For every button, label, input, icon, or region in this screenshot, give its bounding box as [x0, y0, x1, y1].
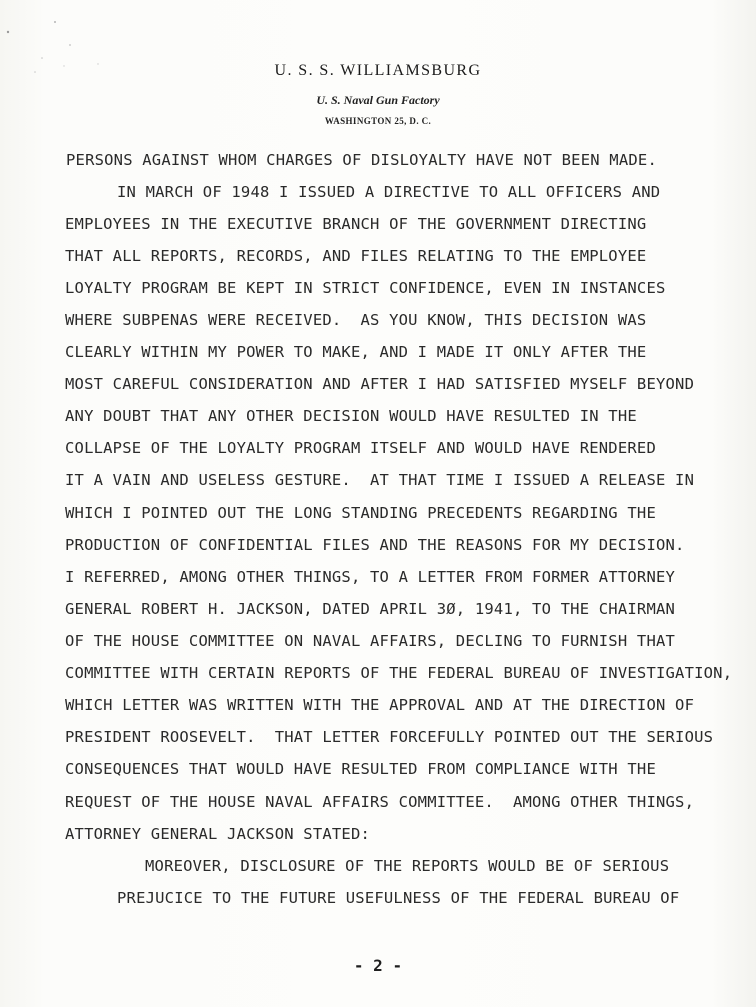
letterhead-title: U. S. S. WILLIAMSBURG: [274, 62, 482, 79]
body-line: LOYALTY PROGRAM BE KEPT IN STRICT CONFIDENCE, EVEN IN INSTANCES: [65, 279, 666, 297]
body-line: EMPLOYEES IN THE EXECUTIVE BRANCH OF THE GOVERNMENT DIRECTING: [65, 215, 647, 233]
body-line: PRESIDENT ROOSEVELT. THAT LETTER FORCEFULLY POINTED OUT THE SERIOUS: [65, 728, 714, 746]
body-line: PREJUCICE TO THE FUTURE USEFULNESS OF THE FEDERAL BUREAU OF: [117, 889, 680, 907]
body-line: CONSEQUENCES THAT WOULD HAVE RESULTED FROM COMPLIANCE WITH THE: [65, 760, 656, 778]
body-line: COMMITTEE WITH CERTAIN REPORTS OF THE FEDERAL BUREAU OF INVESTIGATION,: [65, 664, 733, 682]
body-line: PRODUCTION OF CONFIDENTIAL FILES AND THE REASONS FOR MY DECISION.: [65, 536, 685, 554]
body-line: GENERAL ROBERT H. JACKSON, DATED APRIL 3Ø, 1941, TO THE CHAIRMAN: [65, 600, 676, 618]
body-line: WHICH I POINTED OUT THE LONG STANDING PRECEDENTS REGARDING THE: [65, 504, 656, 522]
body-line: CLEARLY WITHIN MY POWER TO MAKE, AND I MADE IT ONLY AFTER THE: [65, 343, 647, 361]
page-number: - 2 -: [353, 956, 403, 975]
body-line: IN MARCH OF 1948 I ISSUED A DIRECTIVE TO ALL OFFICERS AND: [117, 183, 661, 201]
letterhead-subtitle: U. S. Naval Gun Factory: [316, 93, 440, 107]
body-line: I REFERRED, AMONG OTHER THINGS, TO A LETTER FROM FORMER ATTORNEY: [65, 568, 676, 586]
body-line: MOREOVER, DISCLOSURE OF THE REPORTS WOULD BE OF SERIOUS: [145, 857, 670, 875]
body-line: WHERE SUBPENAS WERE RECEIVED. AS YOU KNOW, THIS DECISION WAS: [65, 311, 647, 329]
body-line: ATTORNEY GENERAL JACKSON STATED:: [65, 825, 371, 843]
body-line: ANY DOUBT THAT ANY OTHER DECISION WOULD HAVE RESULTED IN THE: [65, 407, 637, 425]
body-line: MOST CAREFUL CONSIDERATION AND AFTER I HAD SATISFIED MYSELF BEYOND: [65, 375, 695, 393]
body-line: THAT ALL REPORTS, RECORDS, AND FILES RELATING TO THE EMPLOYEE: [65, 247, 647, 265]
letterhead-location: WASHINGTON 25, D. C.: [324, 116, 432, 126]
body-line: PERSONS AGAINST WHOM CHARGES OF DISLOYALTY HAVE NOT BEEN MADE.: [66, 151, 657, 169]
body-line: WHICH LETTER WAS WRITTEN WITH THE APPROVAL AND AT THE DIRECTION OF: [65, 696, 695, 714]
body-line: COLLAPSE OF THE LOYALTY PROGRAM ITSELF AND WOULD HAVE RENDERED: [65, 439, 656, 457]
body-line: REQUEST OF THE HOUSE NAVAL AFFAIRS COMMITTEE. AMONG OTHER THINGS,: [65, 793, 695, 811]
body-line: OF THE HOUSE COMMITTEE ON NAVAL AFFAIRS, DECLING TO FURNISH THAT: [65, 632, 676, 650]
body-line: IT A VAIN AND USELESS GESTURE. AT THAT TIME I ISSUED A RELEASE IN: [65, 471, 695, 489]
